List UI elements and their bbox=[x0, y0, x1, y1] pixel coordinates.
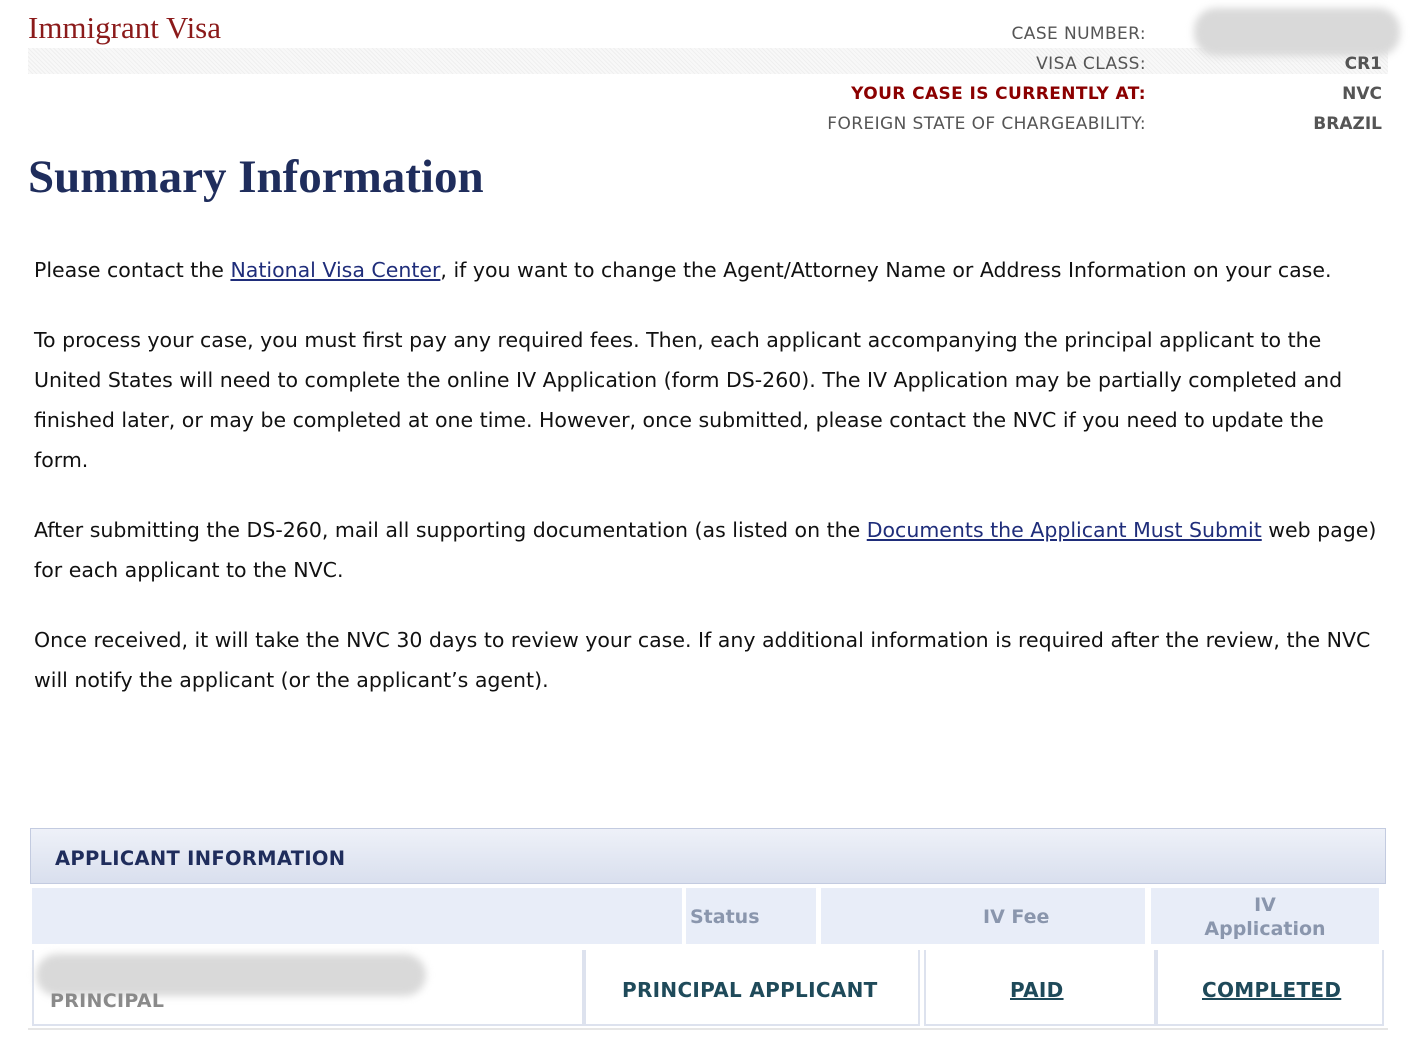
case-number-redaction bbox=[1194, 8, 1400, 56]
page-title: Summary Information bbox=[28, 151, 484, 203]
documents-text-after: web page) for each applicant to the NVC. bbox=[34, 518, 1377, 582]
documents-paragraph bbox=[34, 510, 1384, 590]
visa-class-row bbox=[700, 54, 1420, 80]
column-header-iv-fee-label: IV Fee bbox=[983, 906, 1050, 928]
contact-text-after: , if you want to change the Agent/Attorney Name or Address Information on your case. bbox=[440, 258, 1332, 282]
applicant-iv-fee-cell bbox=[924, 950, 1156, 1026]
table-bottom-border bbox=[28, 1028, 1388, 1030]
iv-application-completed-link[interactable]: COMPLETED bbox=[1202, 978, 1342, 1002]
body-text bbox=[34, 250, 1384, 730]
chargeability-value: BRAZIL bbox=[1313, 114, 1382, 134]
applicant-status-value: PRINCIPAL APPLICANT bbox=[622, 978, 878, 1002]
documents-text-before: After submitting the DS-260, mail all supporting documentation (as listed on the bbox=[34, 518, 867, 542]
column-header-status-label: Status bbox=[690, 906, 760, 928]
review-paragraph: Once received, it will take the NVC 30 days to review your case. If any additional information is required after the review, the NVC will notify the applicant (or the applicant’s agent). bbox=[34, 628, 1371, 692]
applicant-name-cell bbox=[32, 950, 584, 1026]
current-location-label: YOUR CASE IS CURRENTLY AT: bbox=[851, 84, 1146, 104]
column-header-iv-application-line2: Application bbox=[1204, 918, 1326, 940]
applicant-status-cell bbox=[584, 950, 920, 1026]
brand-title: Immigrant Visa bbox=[28, 10, 222, 45]
contact-text-before: Please contact the bbox=[34, 258, 231, 282]
contact-paragraph bbox=[34, 250, 1384, 290]
visa-class-label: VISA CLASS: bbox=[1036, 54, 1146, 74]
column-header-iv-application bbox=[1151, 888, 1379, 944]
column-header-status bbox=[686, 888, 816, 944]
applicant-section-title: APPLICANT INFORMATION bbox=[55, 847, 346, 870]
case-number-row bbox=[700, 24, 1420, 50]
column-header-name bbox=[32, 888, 682, 944]
national-visa-center-link[interactable]: National Visa Center bbox=[230, 258, 441, 282]
current-location-value: NVC bbox=[1342, 84, 1382, 104]
column-header-iv-fee bbox=[821, 888, 1145, 944]
current-location-row bbox=[700, 84, 1420, 110]
case-number-label: CASE NUMBER: bbox=[1011, 24, 1146, 44]
chargeability-label: FOREIGN STATE OF CHARGEABILITY: bbox=[827, 114, 1146, 134]
chargeability-row bbox=[700, 114, 1420, 140]
documents-link[interactable]: Documents the Applicant Must Submit bbox=[866, 518, 1262, 542]
column-header-iv-application-line1: IV bbox=[1254, 894, 1276, 916]
iv-fee-paid-link[interactable]: PAID bbox=[1010, 978, 1064, 1002]
applicant-section-header bbox=[30, 828, 1386, 884]
visa-class-value: CR1 bbox=[1344, 54, 1382, 74]
process-paragraph: To process your case, you must first pay any required fees. Then, each applicant accompanying the principal applicant to the United States will need to complete the online IV Application (form DS-260). The IV Application may be partially completed and finished later, or may be completed at one time. However, once submitted, please contact the NVC if you need to update the form. bbox=[34, 328, 1343, 472]
applicant-iv-application-cell bbox=[1156, 950, 1384, 1026]
applicant-role: PRINCIPAL bbox=[50, 990, 165, 1012]
